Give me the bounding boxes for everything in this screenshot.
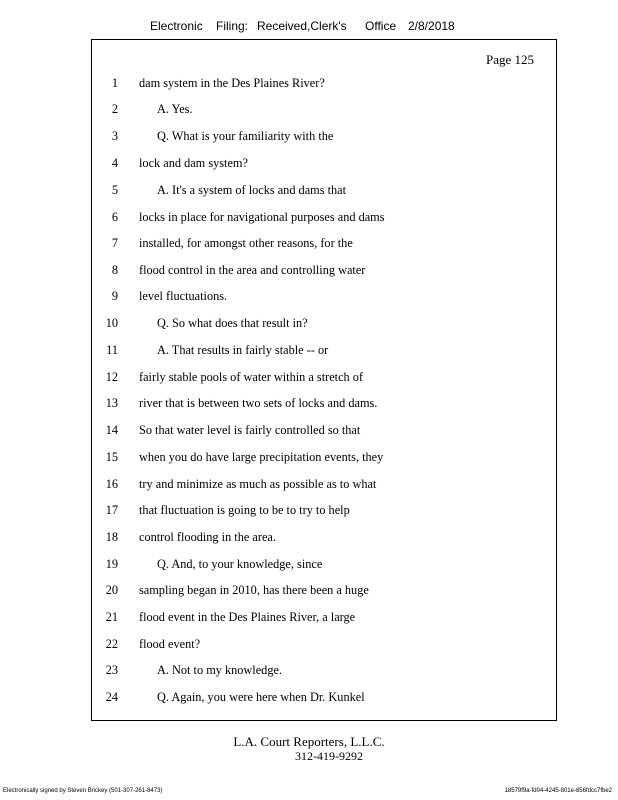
line-text: A. That results in fairly stable -- or [157, 343, 329, 357]
line-number: 17 [105, 503, 118, 517]
transcript-line [92, 236, 532, 254]
filing-stamp-word-4: Office [365, 19, 397, 33]
line-number: 4 [111, 156, 118, 170]
transcript-line [92, 263, 532, 281]
line-number: 11 [106, 343, 118, 357]
line-text: A. Not to my knowledge. [157, 663, 283, 677]
line-number: 18 [105, 530, 118, 544]
line-text: lock and dam system? [139, 156, 248, 170]
line-text: control flooding in the area. [139, 530, 276, 544]
line-number: 7 [111, 236, 118, 250]
line-text: installed, for amongst other reasons, for the [139, 236, 353, 250]
transcript-line [92, 503, 532, 521]
transcript-line [92, 610, 532, 628]
transcript-line [92, 637, 532, 655]
filing-stamp-word-3: Received,Clerk's [257, 19, 347, 33]
transcript-line [92, 690, 532, 708]
document-hash: 18579f9a-fd04-4245-801e-856fdcc7fbe2 [504, 788, 612, 794]
transcript-page [91, 39, 557, 721]
line-text: flood control in the area and controlling water [139, 263, 366, 277]
transcript-line [92, 210, 532, 228]
line-text: flood event? [139, 637, 201, 651]
transcript-line [92, 183, 532, 201]
line-text: sampling began in 2010, has there been a huge [139, 583, 369, 597]
transcript-line [92, 530, 532, 548]
line-number: 6 [111, 210, 118, 224]
transcript-line [92, 557, 532, 575]
page-number: Page 125 [485, 52, 534, 67]
line-number: 15 [105, 450, 118, 464]
line-number: 12 [105, 370, 118, 384]
transcript-line [92, 423, 532, 441]
line-number: 8 [111, 263, 118, 277]
line-text: river that is between two sets of locks and dams. [139, 396, 378, 410]
line-text: flood event in the Des Plaines River, a large [139, 610, 356, 624]
electronic-signature-note: Electronically signed by Steven Brickey (501-307-261-8473) [3, 788, 163, 794]
line-number: 3 [111, 129, 118, 143]
line-text: when you do have large precipitation events, they [139, 450, 384, 464]
line-text: A. It's a system of locks and dams that [157, 183, 347, 197]
line-number: 14 [105, 423, 118, 437]
transcript-line [92, 76, 532, 94]
line-number: 22 [105, 637, 118, 651]
line-number: 9 [111, 289, 118, 303]
line-number: 16 [105, 477, 118, 491]
line-text: Q. What is your familiarity with the [157, 129, 334, 143]
line-number: 2 [111, 102, 118, 116]
line-text: level fluctuations. [139, 289, 228, 303]
line-number: 20 [105, 583, 118, 597]
transcript-line [92, 663, 532, 681]
line-number: 23 [105, 663, 118, 677]
line-text: Q. And, to your knowledge, since [157, 557, 323, 571]
filing-stamp-word-1: Electronic [150, 19, 203, 33]
filing-stamp-word-2: Filing: [216, 19, 249, 33]
line-number: 13 [105, 396, 118, 410]
line-number: 19 [105, 557, 118, 571]
line-text: dam system in the Des Plaines River? [139, 76, 325, 90]
filing-stamp-header [0, 19, 618, 37]
line-text: fairly stable pools of water within a stretch of [139, 370, 364, 384]
reporter-phone-line [0, 749, 618, 764]
line-text: locks in place for navigational purposes and dams [139, 210, 385, 224]
line-text: Q. Again, you were here when Dr. Kunkel [157, 690, 365, 704]
line-number: 24 [105, 690, 118, 704]
transcript-line [92, 343, 532, 361]
line-text: So that water level is fairly controlled so that [139, 423, 361, 437]
line-text: A. Yes. [157, 102, 193, 116]
line-number: 5 [111, 183, 118, 197]
transcript-line [92, 316, 532, 334]
line-number: 10 [105, 316, 118, 330]
reporter-firm-name: L.A. Court Reporters, L.L.C. [233, 734, 385, 749]
line-text: that fluctuation is going to be to try to help [139, 503, 350, 517]
line-text: Q. So what does that result in? [157, 316, 308, 330]
transcript-line [92, 450, 532, 468]
filing-stamp-word-5: 2/8/2018 [408, 19, 455, 33]
transcript-line [92, 583, 532, 601]
line-text: try and minimize as much as possible as to what [139, 477, 377, 491]
transcript-line [92, 289, 532, 307]
reporter-phone: 312-419-9292 [295, 749, 363, 763]
transcript-line [92, 156, 532, 174]
transcript-line [92, 396, 532, 414]
transcript-line [92, 102, 532, 120]
line-number: 1 [111, 76, 118, 90]
transcript-line [92, 370, 532, 388]
transcript-line [92, 477, 532, 495]
transcript-line [92, 129, 532, 147]
line-number: 21 [105, 610, 118, 624]
